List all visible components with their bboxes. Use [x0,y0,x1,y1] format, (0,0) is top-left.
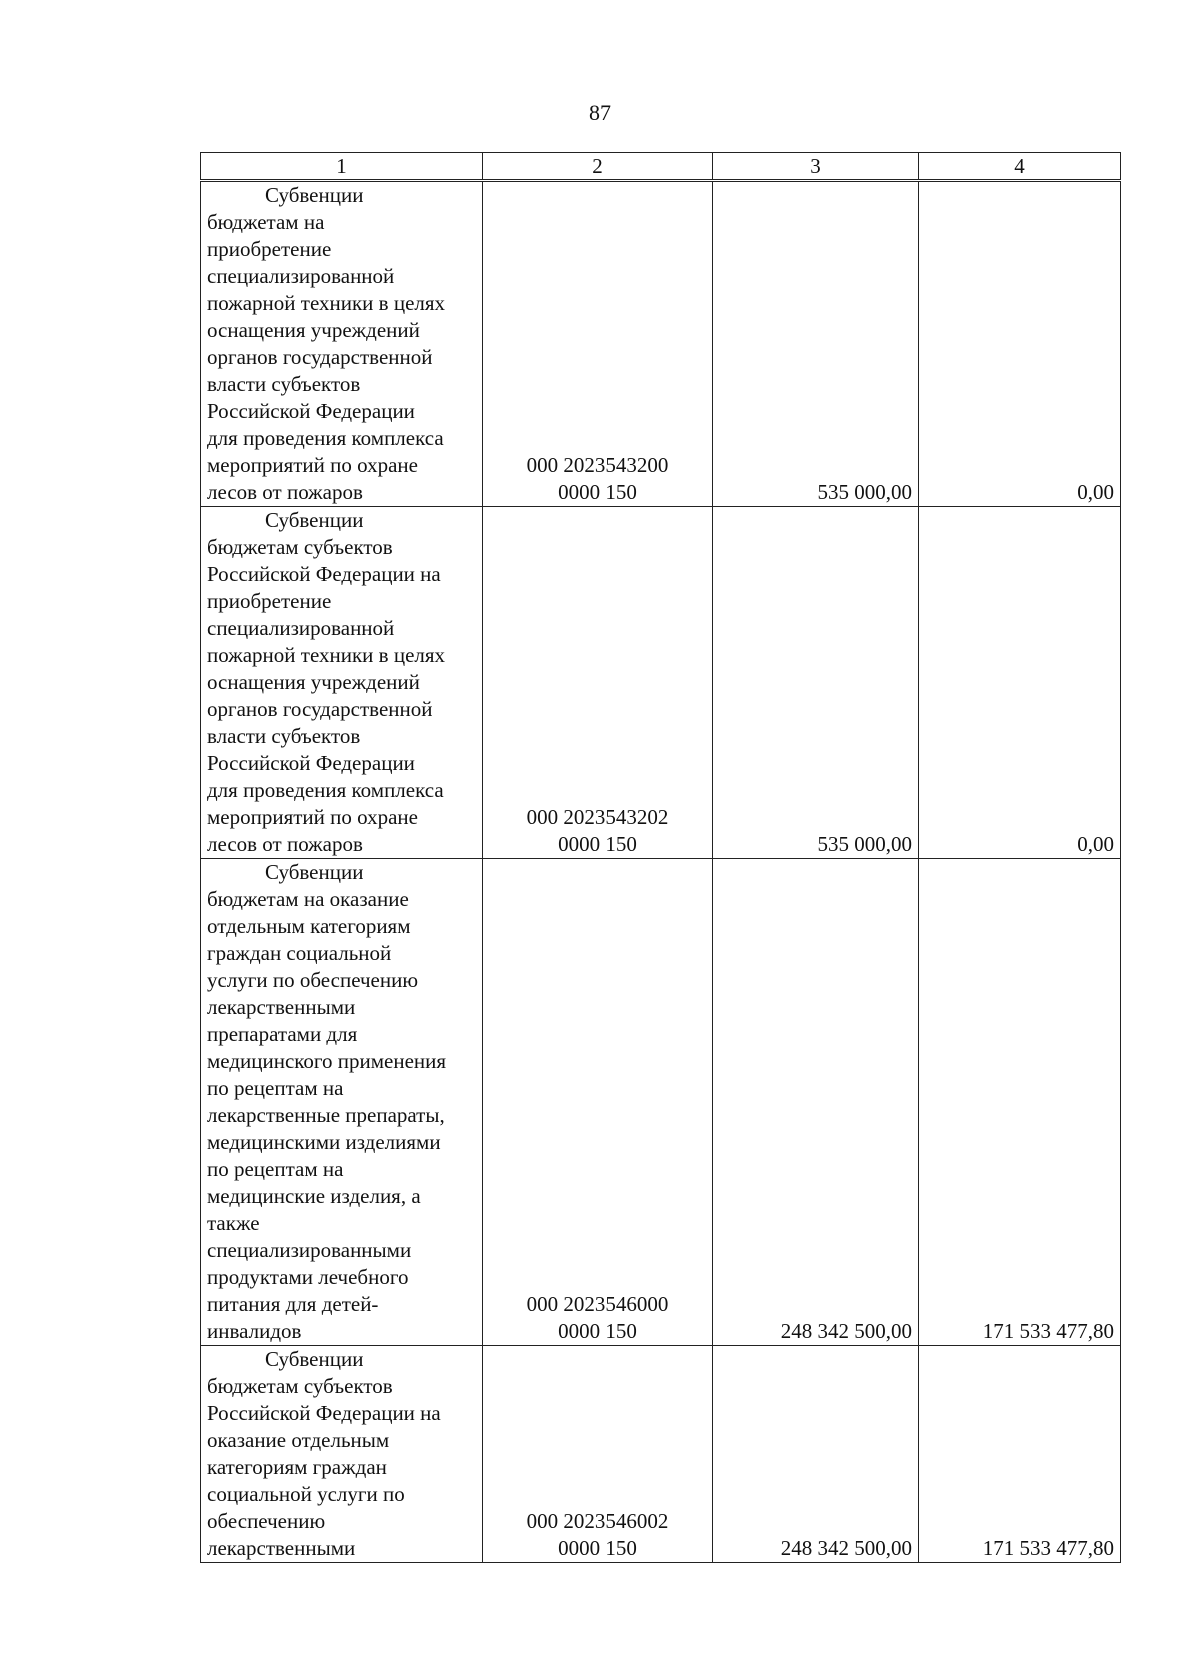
row-description [201,859,483,1346]
description-line: категориям граждан [207,1455,387,1479]
description-line: Субвенции [265,1347,364,1371]
description-line: лекарственные препараты, [207,1103,445,1127]
description-line: лекарственными [207,995,356,1019]
row-col4-value: 171 533 477,80 [919,1346,1121,1563]
description-line: специализированными [207,1238,412,1262]
description-line: органов государственной [207,345,433,369]
description-line: услуги по обеспечению [207,968,419,992]
description-line: приобретение [207,237,332,261]
table-header-row [201,153,1121,181]
table-body [201,181,1121,1563]
description-line: Российской Федерации [207,751,415,775]
description-line: социальной услуги по [207,1482,405,1506]
table-row [201,859,1121,1346]
row-col3-value: 535 000,00 [713,507,919,859]
description-line: для проведения комплекса [207,778,444,802]
description-line: также [207,1211,260,1235]
row-description [201,181,483,507]
header-col-3: 3 [713,153,919,181]
code-line: 0000 150 [558,1319,637,1343]
description-line: бюджетам субъектов [207,1374,393,1398]
description-line: специализированной [207,616,395,640]
description-line: граждан социальной [207,941,392,965]
description-line: Российской Федерации на [207,562,441,586]
description-line: Субвенции [265,508,364,532]
description-line: для проведения комплекса [207,426,444,450]
description-line: оснащения учреждений [207,670,420,694]
table-row [201,507,1121,859]
row-code [483,181,713,507]
description-line: бюджетам на [207,210,325,234]
description-line: власти субъектов [207,724,361,748]
row-code [483,507,713,859]
description-line: инвалидов [207,1319,302,1343]
row-code [483,859,713,1346]
header-col-4: 4 [919,153,1121,181]
description-line: лесов от пожаров [207,832,363,856]
description-line: пожарной техники в целях [207,291,446,315]
description-line: бюджетам субъектов [207,535,393,559]
row-col3-value: 248 342 500,00 [713,1346,919,1563]
description-line: лесов от пожаров [207,480,363,504]
table-row [201,1346,1121,1563]
row-description [201,1346,483,1563]
code-line: 000 2023543200 [526,453,669,477]
row-col4-value: 0,00 [919,181,1121,507]
description-line: медицинские изделия, а [207,1184,421,1208]
description-line: по рецептам на [207,1157,344,1181]
description-line: Субвенции [265,860,364,884]
description-line: специализированной [207,264,395,288]
description-line: оказание отдельным [207,1428,390,1452]
description-line: приобретение [207,589,332,613]
row-description [201,507,483,859]
code-line: 0000 150 [558,1536,637,1560]
description-line: оснащения учреждений [207,318,420,342]
code-line: 0000 150 [558,832,637,856]
header-col-2: 2 [483,153,713,181]
description-line: отдельным категориям [207,914,411,938]
description-line: лекарственными [207,1536,356,1560]
description-line: мероприятий по охране [207,453,418,477]
code-line: 000 2023546002 [526,1509,669,1533]
code-line: 0000 150 [558,480,637,504]
description-line: Российской Федерации [207,399,415,423]
description-line: обеспечению [207,1509,326,1533]
description-line: Российской Федерации на [207,1401,441,1425]
row-col3-value: 248 342 500,00 [713,859,919,1346]
description-line: продуктами лечебного [207,1265,409,1289]
description-line: власти субъектов [207,372,361,396]
code-line: 000 2023546000 [526,1292,669,1316]
header-col-1: 1 [201,153,483,181]
description-line: пожарной техники в целях [207,643,446,667]
budget-table [200,152,1121,1563]
description-line: по рецептам на [207,1076,344,1100]
description-line: питания для детей- [207,1292,379,1316]
code-line: 000 2023543202 [526,805,669,829]
description-line: медицинского применения [207,1049,447,1073]
description-line: органов государственной [207,697,433,721]
row-col4-value: 0,00 [919,507,1121,859]
page-number: 87 [589,100,611,125]
description-line: бюджетам на оказание [207,887,409,911]
row-code [483,1346,713,1563]
row-col4-value: 171 533 477,80 [919,859,1121,1346]
description-line: медицинскими изделиями [207,1130,441,1154]
row-col3-value: 535 000,00 [713,181,919,507]
table-row [201,181,1121,507]
description-line: Субвенции [265,183,364,207]
description-line: мероприятий по охране [207,805,418,829]
description-line: препаратами для [207,1022,358,1046]
